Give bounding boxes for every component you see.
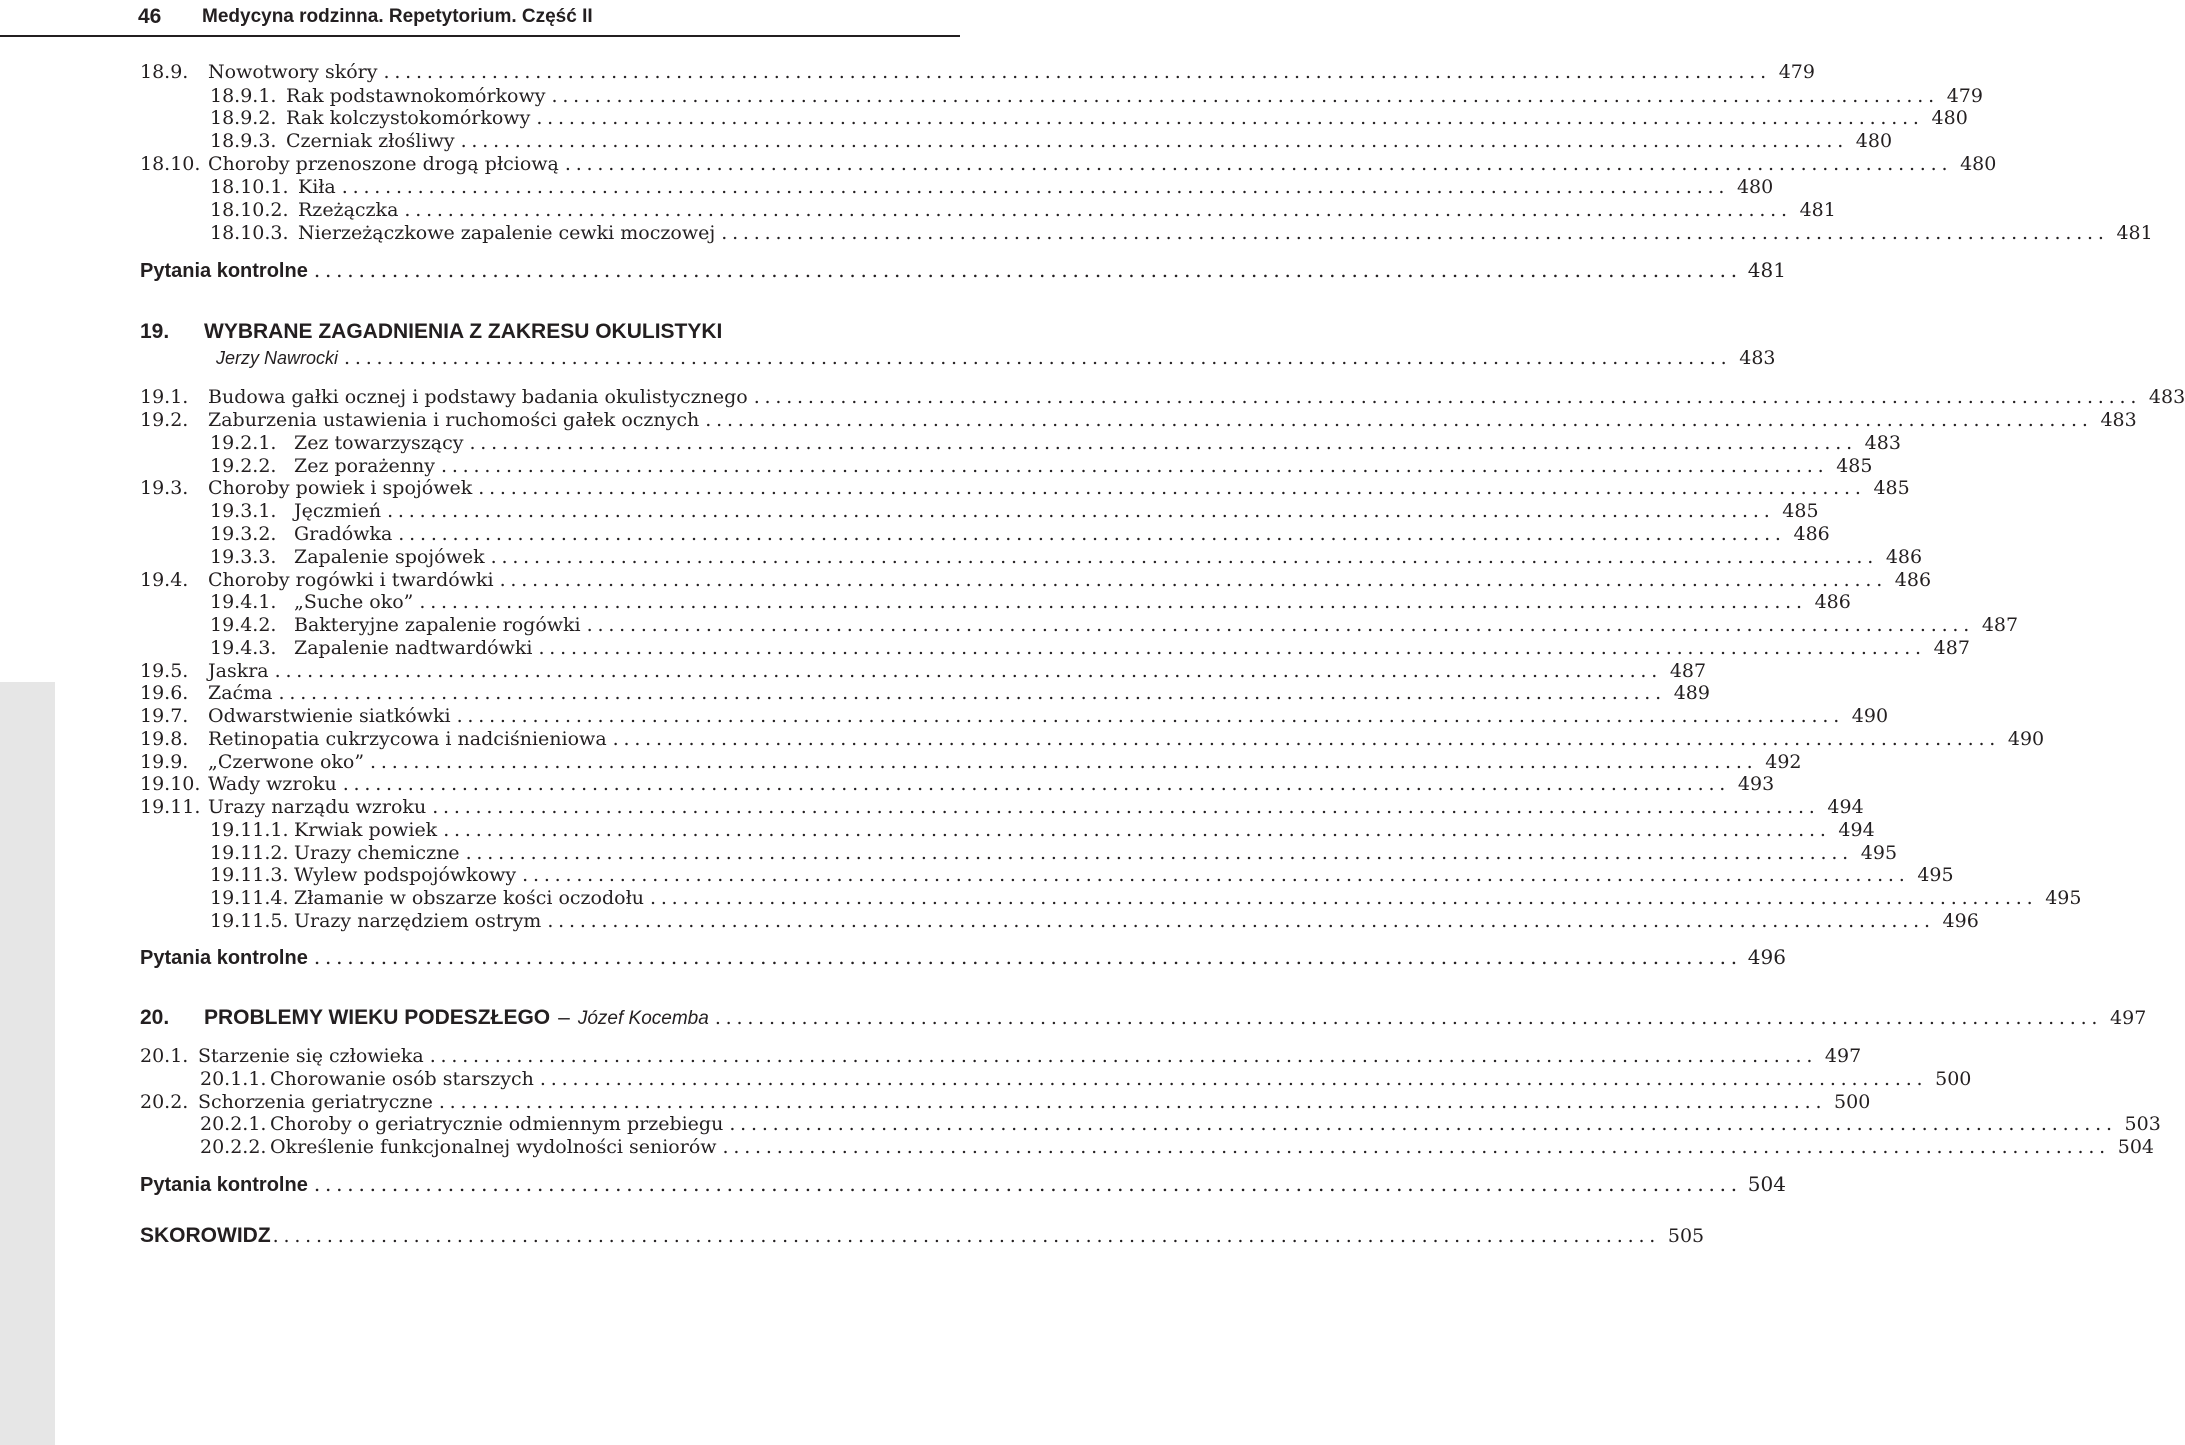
entry-number: 18.10.1. <box>210 176 289 198</box>
dot-leader: ................................................................................................................................ <box>499 569 1888 591</box>
entry-number: 19.1. <box>140 386 189 408</box>
toc-entry[interactable] <box>0 613 2019 637</box>
entry-number: 19.8. <box>140 728 189 750</box>
toc-entry[interactable] <box>0 1135 2154 1159</box>
entry-page: 503 <box>2124 1113 2161 1135</box>
entry-number: 20.1.1. <box>200 1068 267 1090</box>
dot-leader: ................................................................................................................................ <box>344 347 1732 369</box>
dot-leader: ................................................................................................................................ <box>272 1225 1661 1247</box>
toc-entry[interactable] <box>0 636 1970 660</box>
toc-entry[interactable] <box>0 841 1898 865</box>
dot-leader: ................................................................................................................................ <box>465 842 1854 864</box>
entry-title: „Suche oko” <box>294 591 414 613</box>
entry-page: 481 <box>1747 258 1786 282</box>
toc-entry[interactable] <box>0 129 1893 153</box>
entry-page: 504 <box>2117 1136 2154 1158</box>
dot-leader: ................................................................................................................................ <box>753 386 2142 408</box>
entry-number: 19.9. <box>140 751 189 773</box>
dot-leader: ................................................................................................................................ <box>440 455 1829 477</box>
entry-page: 505 <box>1667 1225 1705 1247</box>
entry-page: 497 <box>1824 1045 1862 1067</box>
entry-title: Starzenie się człowieka <box>198 1045 424 1067</box>
dot-leader: ................................................................................................................................ <box>341 176 1730 198</box>
review-questions-entry[interactable] <box>0 1172 1786 1196</box>
toc-entry[interactable] <box>0 221 2153 245</box>
entry-title: Odwarstwienie siatkówki <box>208 705 451 727</box>
entry-page: 481 <box>1799 199 1836 221</box>
entry-title: Wady wzroku <box>208 773 337 795</box>
dot-leader: ................................................................................................................................ <box>469 432 1857 454</box>
dot-leader: ................................................................................................................................ <box>547 910 1935 932</box>
dot-leader: ................................................................................................................................ <box>721 222 2109 244</box>
entry-page: 486 <box>1793 523 1830 545</box>
entry-page: 493 <box>1737 773 1775 795</box>
entry-number: 19.3.2. <box>210 523 277 545</box>
entry-page: 483 <box>2100 409 2137 431</box>
dot-leader: ................................................................................................................................ <box>398 523 1786 545</box>
entry-page: 494 <box>1838 819 1875 841</box>
entry-page: 485 <box>1873 477 1910 499</box>
entry-title: Budowa gałki ocznej i podstawy badania okulistycznego <box>208 386 748 408</box>
entry-number: 19.6. <box>140 682 189 704</box>
dot-leader: ................................................................................................................................ <box>443 819 1831 841</box>
toc-entry[interactable] <box>0 863 1954 887</box>
entry-page: 486 <box>1814 591 1851 613</box>
entry-title: Jęczmień <box>294 500 382 522</box>
entry-title: Gradówka <box>294 523 393 545</box>
dot-leader: ................................................................................................................................ <box>536 107 1924 129</box>
entry-number: 19.3.1. <box>210 500 277 522</box>
toc-entry[interactable] <box>0 175 1774 199</box>
entry-number: 18.9.3. <box>210 130 277 152</box>
entry-title: „Czerwone oko” <box>208 751 365 773</box>
entry-number: 19.3. <box>140 477 189 499</box>
dot-leader: ................................................................................................................................ <box>404 199 1792 221</box>
dot-leader: ................................................................................................................................ <box>456 705 1845 727</box>
entry-page: 481 <box>2116 222 2153 244</box>
toc-entry[interactable] <box>0 886 2082 910</box>
entry-number: 19.3.3. <box>210 546 277 568</box>
entry-page: 485 <box>1782 500 1819 522</box>
review-questions-entry[interactable] <box>0 258 1786 282</box>
dot-leader: ................................................................................................................................ <box>370 751 1758 773</box>
entry-page: 496 <box>1747 945 1786 969</box>
dot-leader: ................................................................................................................................ <box>432 796 1820 818</box>
entry-number: 20.2. <box>140 1091 189 1113</box>
dot-leader: ................................................................................................................................ <box>729 1113 2117 1135</box>
entry-title: Zaburzenia ustawienia i ruchomości gałek ocznych <box>208 409 700 431</box>
entry-title: Pytania kontrolne <box>140 947 308 969</box>
toc-entry[interactable] <box>0 568 1932 592</box>
entry-title: Choroby przenoszone drogą płciową <box>208 153 559 175</box>
entry-title: Choroby o geriatrycznie odmiennym przebiegu <box>270 1113 724 1135</box>
entry-title: Rak kolczystokomórkowy <box>286 107 531 129</box>
toc-entry[interactable] <box>0 152 1997 176</box>
entry-page: 492 <box>1765 751 1802 773</box>
toc-entry[interactable] <box>0 909 1979 933</box>
entry-number: 19.10. <box>140 773 201 795</box>
entry-number: 19.11.2. <box>210 842 289 864</box>
entry-page: 487 <box>1981 614 2019 636</box>
entry-page: 479 <box>1778 61 1815 83</box>
entry-number: 19.4.2. <box>210 614 277 636</box>
dot-leader: ................................................................................................................................ <box>705 409 2093 431</box>
page-header <box>0 0 960 37</box>
entry-number: 19.2. <box>140 409 189 431</box>
entry-number: 19.4.3. <box>210 637 277 659</box>
toc-entry[interactable] <box>0 106 1968 130</box>
entry-page: 483 <box>1864 432 1901 454</box>
entry-title: Zapalenie spojówek <box>294 546 485 568</box>
entry-title: Pytania kontrolne <box>140 260 308 282</box>
entry-title: Nierzeżączkowe zapalenie cewki moczowej <box>298 222 716 244</box>
toc-entry[interactable] <box>0 198 1836 222</box>
entry-number: 18.10.3. <box>210 222 289 244</box>
entry-number: 19.7. <box>140 705 189 727</box>
entry-title: Jaskra <box>208 660 269 682</box>
toc-entry[interactable] <box>0 408 2137 432</box>
dot-leader: ................................................................................................................................ <box>313 258 1742 282</box>
entry-title: Zaćma <box>208 682 273 704</box>
entry-title: Retinopatia cukrzycowa i nadciśnieniowa <box>208 728 607 750</box>
entry-page: 490 <box>1851 705 1889 727</box>
entry-page: 480 <box>1736 176 1774 198</box>
entry-page: 500 <box>1935 1068 1972 1090</box>
toc-entry[interactable] <box>0 727 2045 751</box>
dot-leader: ................................................................................................................................ <box>564 153 1953 175</box>
entry-title: Czerniak złośliwy <box>286 130 455 152</box>
toc-entry[interactable] <box>0 84 1983 108</box>
entry-number: 19.4. <box>140 569 189 591</box>
entry-page: 480 <box>1960 153 1997 175</box>
toc-entry[interactable] <box>0 750 1802 774</box>
dot-leader: ................................................................................................................................ <box>278 682 1666 704</box>
toc-entry[interactable] <box>0 431 1901 455</box>
dot-leader: ................................................................................................................................ <box>650 887 2038 909</box>
entry-title: Wylew podspojówkowy <box>294 864 517 886</box>
entry-page: 497 <box>2110 1007 2147 1029</box>
entry-page: 494 <box>1827 796 1864 818</box>
entry-title: Złamanie w obszarze kości oczodołu <box>294 887 644 909</box>
dot-leader: ................................................................................................................................ <box>722 1136 2110 1158</box>
chapter-number: 20. <box>140 1006 170 1029</box>
toc-entry[interactable] <box>0 1090 1871 1114</box>
dot-leader: ................................................................................................................................ <box>438 1091 1827 1113</box>
toc-entry[interactable] <box>0 499 1819 523</box>
dot-leader: ................................................................................................................................ <box>586 614 1975 636</box>
entry-number: 18.10.2. <box>210 199 289 221</box>
dot-leader: ................................................................................................................................ <box>387 500 1775 522</box>
dot-leader: ................................................................................................................................ <box>419 591 1807 613</box>
entry-title: Bakteryjne zapalenie rogówki <box>294 614 581 636</box>
chapter-author: Jerzy Nawrocki <box>216 348 339 368</box>
entry-page: 480 <box>1931 107 1968 129</box>
entry-number: 18.10. <box>140 153 201 175</box>
toc-entry[interactable] <box>0 522 1830 546</box>
dot-leader: ................................................................................................................................ <box>490 546 1879 568</box>
entry-number: 18.9.2. <box>210 107 277 129</box>
review-questions-entry[interactable] <box>0 945 1786 969</box>
entry-page: 479 <box>1946 85 1983 107</box>
entry-title: Urazy chemiczne <box>294 842 460 864</box>
entry-number: 19.11.3. <box>210 864 289 886</box>
entry-page: 483 <box>2148 386 2185 408</box>
entry-page: 500 <box>1834 1091 1871 1113</box>
entry-title: Rak podstawnokomórkowy <box>286 85 546 107</box>
toc-entry[interactable] <box>0 454 1873 478</box>
toc-entry[interactable] <box>0 818 1875 842</box>
entry-page: 490 <box>2007 728 2045 750</box>
entry-number: 19.11.1. <box>210 819 289 841</box>
entry-page: 487 <box>1933 637 1970 659</box>
dot-leader: ................................................................................................................................ <box>313 1172 1742 1196</box>
entry-number: 20.1. <box>140 1045 189 1067</box>
entry-title: Urazy narządu wzroku <box>208 796 427 818</box>
dot-leader: ................................................................................................................................ <box>538 637 1926 659</box>
dot-leader: ................................................................................................................................ <box>342 773 1731 795</box>
dot-leader: ................................................................................................................................ <box>460 130 1849 152</box>
toc-entry[interactable] <box>0 795 1864 819</box>
toc-entry[interactable] <box>0 476 1910 500</box>
toc-entry[interactable] <box>0 1067 1972 1091</box>
chapter-title: PROBLEMY WIEKU PODESZŁEGO <box>204 1006 551 1029</box>
entry-number: 19.4.1. <box>210 591 277 613</box>
toc-entry[interactable] <box>0 590 1851 614</box>
dot-leader: ................................................................................................................................ <box>714 1007 2103 1029</box>
dot-leader: ................................................................................................................................ <box>522 864 1910 886</box>
toc-entry[interactable] <box>0 659 1707 683</box>
chapter-number: 19. <box>140 320 170 343</box>
entry-title: Zez porażenny <box>294 455 435 477</box>
toc-entry[interactable] <box>0 704 1889 728</box>
entry-title: Chorowanie osób starszych <box>270 1068 534 1090</box>
entry-title: Rzeżączka <box>298 199 399 221</box>
dot-leader: ................................................................................................................................ <box>612 728 2001 750</box>
entry-number: 18.9.1. <box>210 85 277 107</box>
entry-page: 485 <box>1836 455 1873 477</box>
entry-page: 496 <box>1942 910 1979 932</box>
dot-leader: ................................................................................................................................ <box>551 85 1939 107</box>
entry-number: 20.2.1. <box>200 1113 267 1135</box>
entry-title: Pytania kontrolne <box>140 1174 308 1196</box>
entry-title: Kiła <box>298 176 336 198</box>
toc-entry[interactable] <box>0 385 2185 409</box>
dot-leader: ................................................................................................................................ <box>383 61 1771 83</box>
entry-page: 504 <box>1747 1172 1786 1196</box>
entry-page: 483 <box>1739 347 1776 369</box>
chapter-heading[interactable] <box>0 1006 2147 1030</box>
toc-entry[interactable] <box>0 545 1923 569</box>
entry-number: 20.2.2. <box>200 1136 267 1158</box>
entry-title: Zez towarzyszący <box>294 432 464 454</box>
entry-page: 486 <box>1894 569 1932 591</box>
entry-title: SKOROWIDZ <box>140 1224 271 1247</box>
entry-title: Nowotwory skóry <box>208 61 378 83</box>
entry-page: 489 <box>1673 682 1710 704</box>
entry-title: Schorzenia geriatryczne <box>198 1091 433 1113</box>
page-number: 46 <box>138 5 162 28</box>
dot-leader: ................................................................................................................................ <box>274 660 1663 682</box>
dot-leader: ................................................................................................................................ <box>539 1068 1928 1090</box>
dot-leader: ................................................................................................................................ <box>429 1045 1818 1067</box>
entry-title: Choroby rogówki i twardówki <box>208 569 494 591</box>
dot-leader: ................................................................................................................................ <box>313 945 1742 969</box>
chapter-author: Józef Kocemba <box>577 1008 709 1029</box>
toc-entry[interactable] <box>0 772 1775 796</box>
entry-page: 495 <box>2045 887 2082 909</box>
entry-number: 18.9. <box>140 61 189 83</box>
entry-page: 487 <box>1669 660 1707 682</box>
toc-entry[interactable] <box>0 60 1815 84</box>
toc-entry[interactable] <box>0 1112 2161 1136</box>
entry-number: 19.11. <box>140 796 201 818</box>
chapter-author-line[interactable] <box>0 346 1776 370</box>
entry-page: 486 <box>1885 546 1923 568</box>
entry-page: 480 <box>1855 130 1893 152</box>
entry-number: 19.2.2. <box>210 455 277 477</box>
entry-number: 19.5. <box>140 660 189 682</box>
chapter-dash: – <box>558 1006 570 1029</box>
toc-entry[interactable] <box>0 1044 1862 1068</box>
dot-leader: ................................................................................................................................ <box>478 477 1866 499</box>
entry-title: Krwiak powiek <box>294 819 438 841</box>
entry-page: 495 <box>1860 842 1898 864</box>
entry-title: Określenie funkcjonalnej wydolności seniorów <box>270 1136 717 1158</box>
toc-entry[interactable] <box>0 681 1710 705</box>
index-entry[interactable] <box>0 1224 1705 1248</box>
entry-title: Choroby powiek i spojówek <box>208 477 473 499</box>
entry-title: Urazy narzędziem ostrym <box>294 910 542 932</box>
entry-number: 19.11.4. <box>210 887 289 909</box>
chapter-heading[interactable] <box>140 320 722 344</box>
entry-page: 495 <box>1917 864 1954 886</box>
entry-number: 19.2.1. <box>210 432 277 454</box>
entry-title: Zapalenie nadtwardówki <box>294 637 533 659</box>
entry-number: 19.11.5. <box>210 910 289 932</box>
chapter-title: WYBRANE ZAGADNIENIA Z ZAKRESU OKULISTYKI <box>204 320 723 343</box>
running-title: Medycyna rodzinna. Repetytorium. Część II <box>202 6 593 27</box>
